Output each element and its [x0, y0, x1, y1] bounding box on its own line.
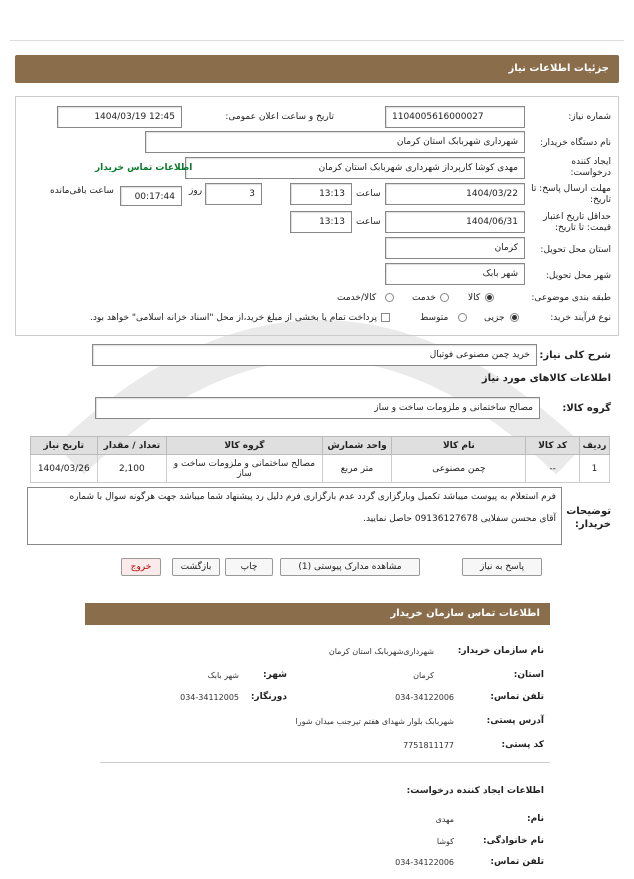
- validity-date-field: 1404/06/31: [385, 211, 525, 233]
- province-field: کرمان: [385, 237, 525, 259]
- cell-unit: متر مربع: [322, 455, 392, 483]
- validity-time-field: 13:13: [290, 211, 352, 233]
- contact-postal-label: کد پستی:: [501, 740, 544, 750]
- contact-section-header: اطلاعات تماس سازمان خریدار: [85, 603, 550, 625]
- print-button[interactable]: چاپ: [225, 558, 273, 576]
- buyer-org-label: نام دستگاه خریدار:: [540, 138, 611, 148]
- notes-box: [27, 487, 562, 545]
- process-option-minor: جزیی: [484, 313, 505, 323]
- col-unit: واحد شمارش: [322, 437, 392, 455]
- creator-info-title: اطلاعات ایجاد کننده درخواست:: [406, 786, 544, 796]
- contact-fax-label: دورنگار:: [250, 692, 287, 702]
- creator-name-value: مهدی: [435, 815, 454, 824]
- creator-phone-value: 034-34122006: [395, 858, 454, 867]
- validity-label: حداقل تاریخ اعتبار قیمت: تا تاریخ:: [543, 212, 611, 233]
- goods-title: اطلاعات کالاهای مورد نیاز: [481, 373, 611, 384]
- contact-phone-value: 034-34122006: [395, 693, 454, 702]
- notes-text: فرم استعلام به پیوست میباشد تکمیل وبارگزاری گردد عدم بارگزاری فرم دلیل رد پیشنهاد شما میباشد جهت هرگونه سوال با شماره: [69, 492, 556, 502]
- deadline-date-field: 1404/03/22: [385, 183, 525, 205]
- remaining-label: ساعت باقی‌مانده: [50, 186, 114, 196]
- process-radio-medium[interactable]: [458, 313, 467, 323]
- deadline-time-field: 13:13: [290, 183, 352, 205]
- contact-address-label: آدرس پستی:: [486, 716, 544, 726]
- contact-province-label: استان:: [513, 670, 544, 680]
- attachments-button[interactable]: مشاهده مدارک پیوستی (1): [280, 558, 420, 576]
- process-radio-minor[interactable]: [510, 313, 519, 323]
- items-table: [30, 436, 610, 483]
- days-left-field: 3: [205, 183, 262, 205]
- need-number-field: 1104005616000027: [385, 106, 525, 128]
- creator-name-label: نام:: [527, 814, 544, 824]
- category-radio-service[interactable]: [440, 293, 449, 303]
- back-button[interactable]: بازگشت: [172, 558, 220, 576]
- notes-text-2: آقای محسن سفلایی 09136127678 حاصل نمایید.: [363, 514, 556, 524]
- need-number-label: شماره نیاز:: [568, 112, 611, 122]
- col-qty: تعداد / مقدار: [97, 437, 167, 455]
- contact-divider: [100, 762, 550, 763]
- group-field: مصالح ساختمانی و ملزومات ساخت و ساز: [95, 397, 540, 419]
- announce-label: تاریخ و ساعت اعلان عمومی:: [225, 112, 334, 122]
- creator-field: مهدی کوشا کارپرداز شهرداری شهربابک استان کرمان: [185, 157, 525, 179]
- cell-code: --: [526, 455, 580, 483]
- col-name: نام کالا: [392, 437, 526, 455]
- contact-info-link[interactable]: اطلاعات تماس خریدار: [95, 163, 193, 173]
- contact-province-value: کرمان: [413, 671, 434, 680]
- cell-row: 1: [579, 455, 609, 483]
- cell-name: چمن مصنوعی: [392, 455, 526, 483]
- notes-label: توضیحات خریدار:: [566, 506, 611, 530]
- treasury-checkbox[interactable]: [381, 313, 390, 323]
- summary-label: شرح کلی نیاز:: [539, 350, 611, 361]
- col-code: کد کالا: [526, 437, 580, 455]
- table-header-row: [31, 437, 610, 455]
- cell-group: مصالح ساختمانی و ملزومات ساخت و ساز: [167, 455, 322, 483]
- reply-button[interactable]: پاسخ به نیاز: [462, 558, 542, 576]
- announce-field: 1404/03/19 12:45: [57, 106, 182, 128]
- group-label: گروه کالا:: [562, 403, 611, 414]
- exit-button[interactable]: خروج: [121, 558, 161, 576]
- cell-qty: 2,100: [97, 455, 167, 483]
- creator-family-value: کوشا: [436, 837, 454, 846]
- deadline-time-label: ساعت: [356, 189, 381, 199]
- payment-note: پرداخت تمام یا بخشی از مبلغ خرید،از محل "اسناد خزانه اسلامی" خواهد بود.: [89, 313, 377, 323]
- city-label: شهر محل تحویل:: [545, 271, 611, 281]
- remaining-time-field: 00:17:44: [120, 186, 182, 206]
- process-label: نوع فرآیند خرید:: [550, 313, 611, 323]
- city-field: شهر بابک: [385, 263, 525, 285]
- province-label: استان محل تحویل:: [540, 245, 611, 255]
- contact-address-value: شهربابک بلوار شهدای هفتم تیرجنب میدان شورا: [295, 717, 454, 726]
- top-divider: [10, 40, 624, 41]
- col-row: ردیف: [579, 437, 609, 455]
- day-label: روز: [189, 186, 203, 196]
- table-row: [31, 455, 610, 483]
- cell-date: 1404/03/26: [31, 455, 98, 483]
- contact-city-label: شهر:: [263, 670, 287, 680]
- contact-city-value: شهر بابک: [207, 671, 239, 680]
- category-option-service: خدمت: [412, 293, 436, 303]
- summary-field: خرید چمن مصنوعی فوتبال: [92, 344, 537, 366]
- page-header: جزئیات اطلاعات نیاز: [15, 55, 619, 83]
- col-date: تاریخ نیاز: [31, 437, 98, 455]
- col-group: گروه کالا: [167, 437, 322, 455]
- validity-time-label: ساعت: [356, 217, 381, 227]
- category-radio-goods[interactable]: [485, 293, 494, 303]
- contact-org-label: نام سازمان خریدار:: [457, 646, 544, 656]
- category-option-goods: کالا: [468, 293, 481, 303]
- buyer-org-field: شهرداری شهربابک استان کرمان: [145, 131, 525, 153]
- creator-phone-label: تلفن تماس:: [490, 857, 544, 867]
- category-label: طبقه بندی موضوعی:: [531, 293, 611, 303]
- category-option-both: کالا/خدمت: [337, 293, 377, 303]
- contact-postal-value: 7751811177: [403, 741, 454, 750]
- deadline-label: مهلت ارسال پاسخ: تا تاریخ:: [531, 184, 611, 205]
- process-option-medium: متوسط: [420, 313, 449, 323]
- contact-phone-label: تلفن تماس:: [490, 692, 544, 702]
- contact-org-value: شهرداری‌شهربابک استان کرمان: [328, 647, 434, 656]
- category-radio-both[interactable]: [385, 293, 394, 303]
- contact-fax-value: 034-34112005: [180, 693, 239, 702]
- creator-label: ایجاد کننده درخواست:: [570, 157, 611, 178]
- creator-family-label: نام خانوادگی:: [482, 836, 544, 846]
